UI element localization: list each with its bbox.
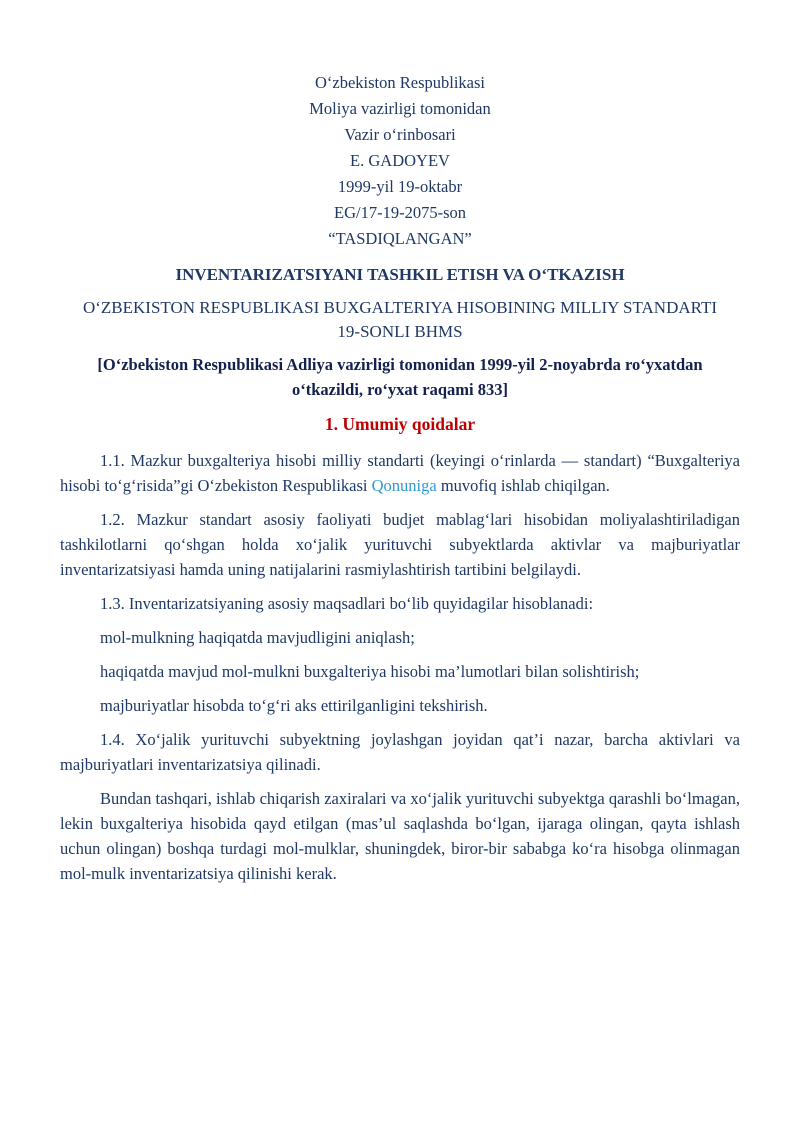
document-header	[60, 70, 740, 252]
document-subtitle: O‘ZBEKISTON RESPUBLIKASI BUXGALTERIYA HISOBINING MILLIY STANDARTI	[82, 298, 717, 317]
paragraph-1-1-after: muvofiq ishlab chiqilgan.	[436, 476, 610, 495]
paragraph-1-3-item-c: majburiyatlar hisobda to‘g‘ri aks ettirilganligini tekshirish.	[100, 696, 488, 715]
header-line-date: 1999-yil 19-oktabr	[337, 177, 463, 196]
paragraph-additional: Bundan tashqari, ishlab chiqarish zaxiralari va xo‘jalik yurituvchi subyektga qarashli bo‘lmagan, lekin buxgalteriya hisobida qayd etilgan (mas’ul saqlashda bo‘lgan, ijaraga olingan, qayta ishlash uchun olingan) boshqa turdagi mol-mulklar, shuningdek, biror-bir sababga ko‘ra hisobga olinmagan mol-mulk inventarizatsiya qilinishi kerak.	[60, 789, 740, 883]
header-line-organization: O‘zbekiston Respublikasi	[314, 73, 486, 92]
header-line-ministry: Moliya vazirligi tomonidan	[309, 99, 491, 118]
paragraph-1-3-item-b: haqiqatda mavjud mol-mulkni buxgalteriya hisobi ma’lumotlari bilan solishtirish;	[100, 662, 640, 681]
paragraph-1-1	[60, 439, 740, 498]
section-heading: 1. Umumiy qoidalar	[324, 414, 476, 434]
paragraph-1-4: 1.4. Xo‘jalik yurituvchi subyektning joylashgan joyidan qat’i nazar, barcha aktivlari va majburiyatlari inventarizatsiya qilinadi.	[60, 730, 740, 774]
header-line-approved: “TASDIQLANGAN”	[328, 229, 472, 248]
law-link[interactable]: Qonuniga	[371, 476, 437, 495]
paragraph-1-2: 1.2. Mazkur standart asosiy faoliyati budjet mablag‘lari hisobidan moliyalashtiriladigan tashkilotlarni qo‘shgan holda xo‘jalik yurituvchi subyektlarda aktivlar va majburiyatlar inventarizatsiyasi hamda uning natijalarini rasmiylashtirish tartibini belgilaydi.	[60, 510, 740, 579]
header-line-docnumber: EG/17-19-2075-son	[334, 203, 466, 222]
paragraph-1-3-item-a: mol-mulkning haqiqatda mavjudligini aniqlash;	[100, 628, 415, 647]
page-title: INVENTARIZATSIYANI TASHKIL ETISH VA O‘TKAZISH	[175, 265, 625, 284]
paragraph-1-1-before: 1.1. Mazkur buxgalteriya hisobi milliy standarti (keyingi o‘rinlarda — standart) “Buxgalteriya hisobi to‘g‘risida”gi O‘zbekiston Respublikasi	[60, 451, 740, 495]
standard-number: 19-SONLI BHMS	[337, 322, 463, 341]
paragraph-1-3: 1.3. Inventarizatsiyaning asosiy maqsadlari bo‘lib quyidagilar hisoblanadi:	[100, 594, 594, 613]
header-line-name: E. GADOYEV	[350, 151, 450, 170]
registration-note: [O‘zbekiston Respublikasi Adliya vazirligi tomonidan 1999-yil 2-noyabrda ro‘yxatdan o‘tkazildi, ro‘yxat raqami 833]	[97, 355, 703, 399]
header-line-position: Vazir o‘rinbosari	[344, 125, 456, 144]
